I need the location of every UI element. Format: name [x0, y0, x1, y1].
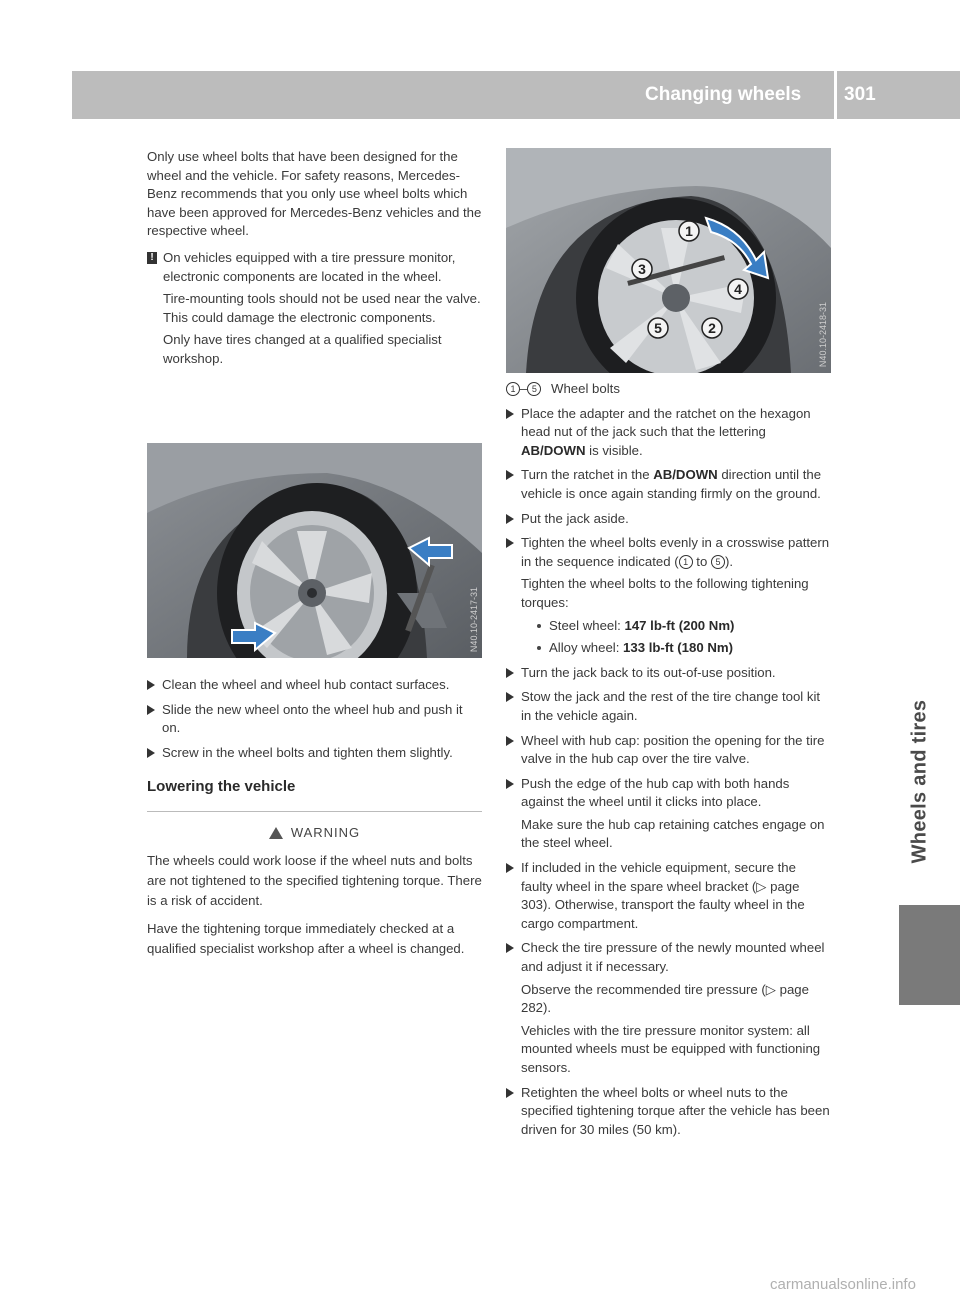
left-column-top: [147, 148, 482, 377]
torque-alloy: [535, 639, 831, 658]
step-text: Tighten the wheel bolts evenly in a crosswise pattern in the sequence indicated (: [521, 535, 830, 569]
right-column: [506, 380, 831, 1145]
torque-label: Steel wheel:: [549, 617, 625, 633]
legend: 1 – 5 Wheel bolts: [506, 380, 831, 399]
step-emphasis: AB/DOWN: [653, 467, 718, 483]
step-text: Put the jack aside.: [521, 510, 629, 526]
step-arrow-icon: [147, 748, 155, 758]
warning-triangle-icon: [269, 827, 283, 839]
step-text: is visible.: [585, 442, 643, 458]
step-text: Slide the new wheel onto the wheel hub and push it on.: [162, 701, 463, 736]
warning-text-1: The wheels could work loose if the wheel nuts and bolts are not tightened to the specified tightening torque. There is a risk of accident.: [147, 852, 482, 908]
step-jack-aside: [506, 510, 831, 529]
legend-text: Wheel bolts: [551, 381, 620, 396]
torque-intro: Tighten the wheel bolts to the following tightening torques:: [521, 576, 809, 610]
callout-3: 3: [638, 261, 646, 277]
step-text: Clean the wheel and wheel hub contact surfaces.: [162, 677, 450, 692]
note-text-2: Tire-mounting tools should not be used near the valve. This could damage the electronic components.: [163, 291, 481, 325]
step-text: Place the adapter and the ratchet on the hexagon head nut of the jack such that the lettering: [521, 405, 811, 440]
footer-watermark: carmanualsonline.info: [770, 1276, 916, 1293]
step-text: Check the tire pressure of the newly mounted wheel and adjust it if necessary.: [521, 940, 825, 975]
step-tighten-bolts: [506, 534, 831, 658]
wheel-bolts-figure: [506, 148, 831, 373]
header-band: [72, 71, 960, 119]
side-tab: [880, 660, 960, 900]
callout-2: 2: [708, 320, 716, 336]
torque-label: Alloy wheel:: [549, 640, 624, 656]
step-slide: [147, 701, 482, 738]
step-arrow-icon: [506, 692, 514, 702]
step-text: Retighten the wheel bolts or wheel nuts to the specified tightening torque after the vehicle has been driven for 30 miles (50 km).: [521, 1084, 830, 1137]
warning-text-2: Have the tightening torque immediately checked at a qualified specialist workshop after a wheel is changed.: [147, 920, 465, 956]
step-stow-jack: [506, 688, 831, 725]
step-arrow-icon: [506, 668, 514, 678]
note-text-1: On vehicles equipped with a tire pressure monitor, electronic components are located in the wheel.: [163, 249, 456, 284]
step-arrow-icon: [506, 1088, 514, 1098]
step-text: ).: [724, 553, 734, 569]
page-number: 301: [844, 84, 876, 105]
callout-4: 4: [734, 281, 742, 297]
step-text: Screw in the wheel bolts and tighten them slightly.: [162, 744, 453, 760]
step-secure-faulty-wheel: [506, 859, 831, 933]
figure-code: N40.10-2417-31: [469, 586, 479, 652]
warning-title: WARNING: [290, 824, 361, 840]
step-text: Vehicles with the tire pressure monitor system: all mounted wheels must be equipped with functioning sensors.: [521, 1022, 821, 1075]
callout-1: 1: [685, 223, 693, 239]
wheel-mounting-illustration: [147, 443, 482, 658]
callout-5: 5: [654, 320, 662, 336]
legend-number-end: 5: [527, 382, 541, 396]
step-text: Make sure the hub cap retaining catches engage on the steel wheel.: [521, 816, 825, 851]
header-separator: [834, 71, 837, 119]
section-heading: Lowering the vehicle: [147, 778, 296, 796]
page-title: Changing wheels: [645, 84, 802, 105]
note-block: [147, 249, 482, 369]
left-column-bottom: [147, 676, 482, 967]
step-hub-cap-position: [506, 732, 831, 769]
legend-number-start: 1: [506, 382, 520, 396]
step-arrow-icon: [506, 538, 514, 548]
wheel-mounting-figure: [147, 443, 482, 658]
figure-code: N40.10-2418-31: [818, 301, 828, 367]
exclamation-icon: !: [147, 252, 157, 264]
torque-value: 133 lb-ft (180 Nm): [623, 640, 733, 656]
step-arrow-icon: [506, 943, 514, 953]
sequence-end: 5: [711, 555, 725, 569]
step-arrow-icon: [506, 779, 514, 789]
side-tab-label: Wheels and tires: [908, 699, 931, 864]
side-tab-marker: [899, 905, 960, 1005]
step-text: If included in the vehicle equipment, secure the faulty wheel in the spare wheel bracket (▷ page 303). Otherwise, transport the faulty wheel in the cargo compartment.: [521, 860, 805, 931]
step-arrow-icon: [147, 705, 155, 715]
step-arrow-icon: [506, 736, 514, 746]
torque-steel: [535, 617, 831, 636]
step-check-pressure: [506, 939, 831, 1077]
step-text: Wheel with hub cap: position the opening for the tire valve in the hub cap over the tire valve.: [521, 732, 825, 767]
step-clean: [147, 676, 482, 695]
step-emphasis: AB/DOWN: [521, 442, 586, 458]
step-text: Push the edge of the hub cap with both hands against the wheel until it clicks into place.: [521, 775, 790, 810]
step-text: Observe the recommended tire pressure (▷ page 282).: [521, 981, 809, 1016]
warning-header: [147, 824, 482, 843]
step-text: direction until the vehicle is once again standing firmly on the ground.: [521, 467, 822, 501]
step-screw: [147, 744, 482, 763]
warning-box: [147, 811, 482, 959]
step-hub-cap-push: [506, 775, 831, 853]
sequence-start: 1: [679, 555, 693, 569]
step-text: Turn the jack back to its out-of-use position.: [521, 664, 776, 680]
note-text-3: Only have tires changed at a qualified specialist workshop.: [163, 332, 442, 366]
step-arrow-icon: [147, 680, 155, 690]
step-arrow-icon: [506, 514, 514, 524]
step-text: Turn the ratchet in the: [521, 467, 654, 483]
step-turn-ratchet: [506, 466, 831, 503]
step-turn-jack-back: [506, 664, 831, 683]
intro-paragraph: Only use wheel bolts that have been designed for the wheel and the vehicle. For safety reasons, Mercedes-Benz recommends that you only use wheel bolts which have been approved for Mercedes-Benz vehicles and the respective wheel.: [147, 149, 482, 239]
step-text: Stow the jack and the rest of the tire change tool kit in the vehicle again.: [521, 689, 821, 723]
torque-value: 147 lb-ft (200 Nm): [624, 617, 735, 633]
step-text: to: [692, 553, 711, 569]
wheel-bolts-illustration: [506, 148, 831, 373]
step-arrow-icon: [506, 409, 514, 419]
step-retighten: [506, 1084, 831, 1140]
step-arrow-icon: [506, 470, 514, 480]
step-place-adapter: [506, 405, 831, 461]
step-arrow-icon: [506, 863, 514, 873]
